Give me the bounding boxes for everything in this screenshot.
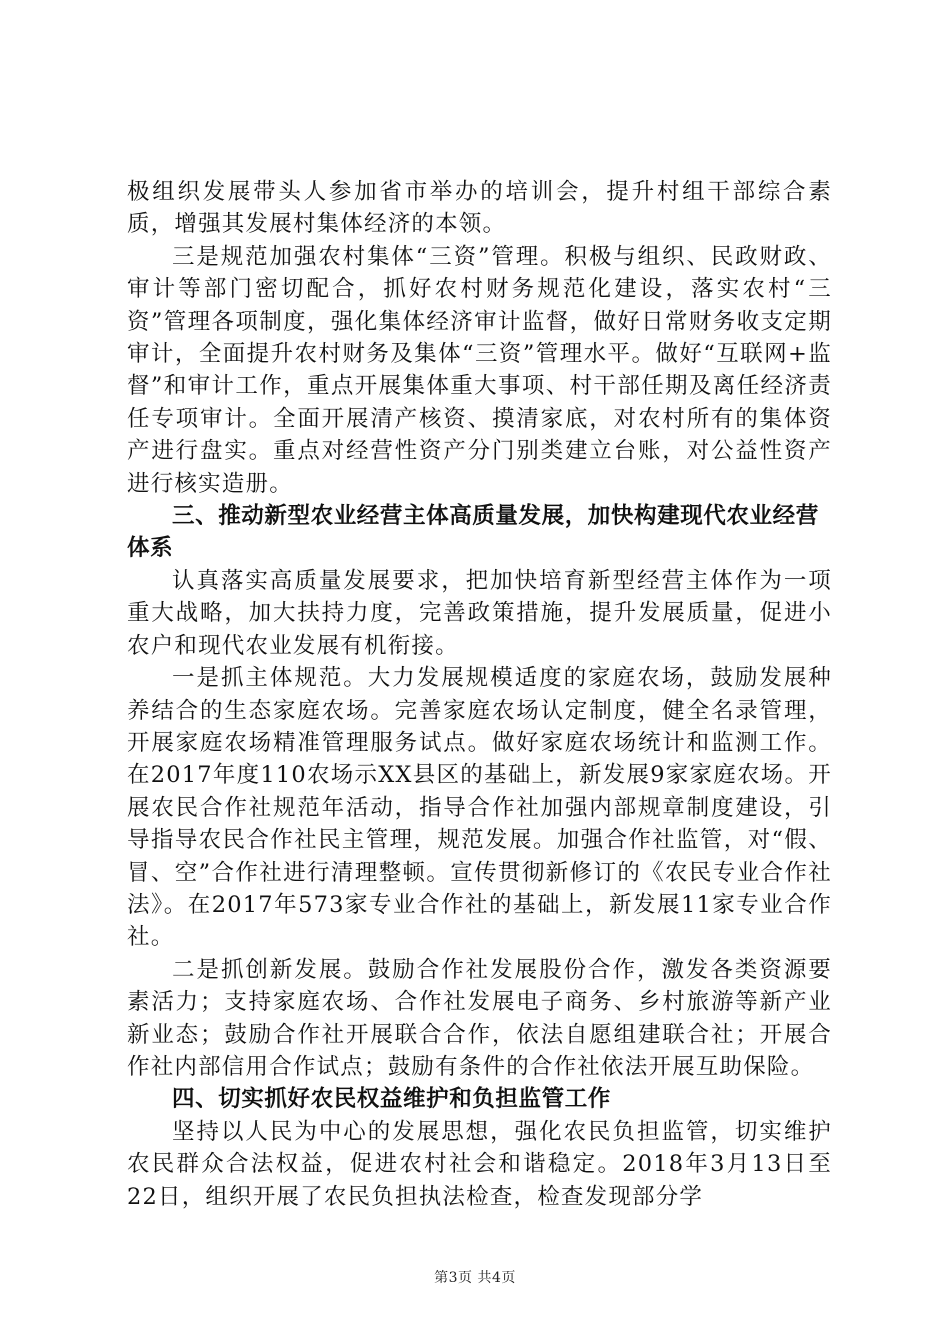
paragraph-3: 认真落实高质量发展要求，把加快培育新型经营主体作为一项重大战略，加大扶持力度，完善政策措施，提升发展质量，促进小农户和现代农业发展有机衔接。 [127, 567, 832, 659]
paragraph-5: 二是抓创新发展。鼓励合作社发展股份合作，激发各类资源要素活力；支持家庭农场、合作社发展电子商务、乡村旅游等新产业新业态；鼓励合作社开展联合合作，依法自愿组建联合社；开展合作社内部信用合作试点；鼓励有条件的合作社依法开展互助保险。 [127, 956, 832, 1080]
paragraph-2: 三是规范加强农村集体“三资”管理。积极与组织、民政财政、审计等部门密切配合，抓好农村财务规范化建设，落实农村“三资”管理各项制度，强化集体经济审计监督，做好日常财务收支定期审计，全面提升农村财务及集体“三资”管理水平。做好“互联网+监督”和审计工作，重点开展集体重大事项、村干部任期及离任经济责任专项审计。全面开展清产核资、摸清家底，对农村所有的集体资产进行盘实。重点对经营性资产分门别类建立台账，对公益性资产进行核实造册。 [127, 243, 832, 497]
section-heading-4: 四、切实抓好农民权益维护和负担监管工作 [172, 1086, 611, 1113]
paragraph-6: 坚持以人民为中心的发展思想，强化农民负担监管，切实维护农民群众合法权益，促进农村社会和谐稳定。2018年3月13日至22日，组织开展了农民负担执法检查，检查发现部分学 [127, 1118, 832, 1210]
page-footer: 第3页 共4页 [434, 1270, 516, 1286]
document-body [127, 176, 832, 1213]
paragraph-1: 极组织发展带头人参加省市举办的培训会，提升村组干部综合素质，增强其发展村集体经济的本领。 [127, 179, 832, 238]
section-heading-3: 三、推动新型农业经营主体高质量发展，加快构建现代农业经营体系 [127, 503, 819, 562]
paragraph-4: 一是抓主体规范。大力发展规模适度的家庭农场，鼓励发展种养结合的生态家庭农场。完善家庭农场认定制度，健全名录管理，开展家庭农场精准管理服务试点。做好家庭农场统计和监测工作。在2017年度110农场示XX县区的基础上，新发展9家家庭农场。开展农民合作社规范年活动，指导合作社加强内部规章制度建设，引导指导农民合作社民主管理，规范发展。加强合作社监管，对“假、冒、空”合作社进行清理整顿。宣传贯彻新修订的《农民专业合作社法》。在2017年573家专业合作社的基础上，新发展11家专业合作社。 [127, 665, 832, 951]
